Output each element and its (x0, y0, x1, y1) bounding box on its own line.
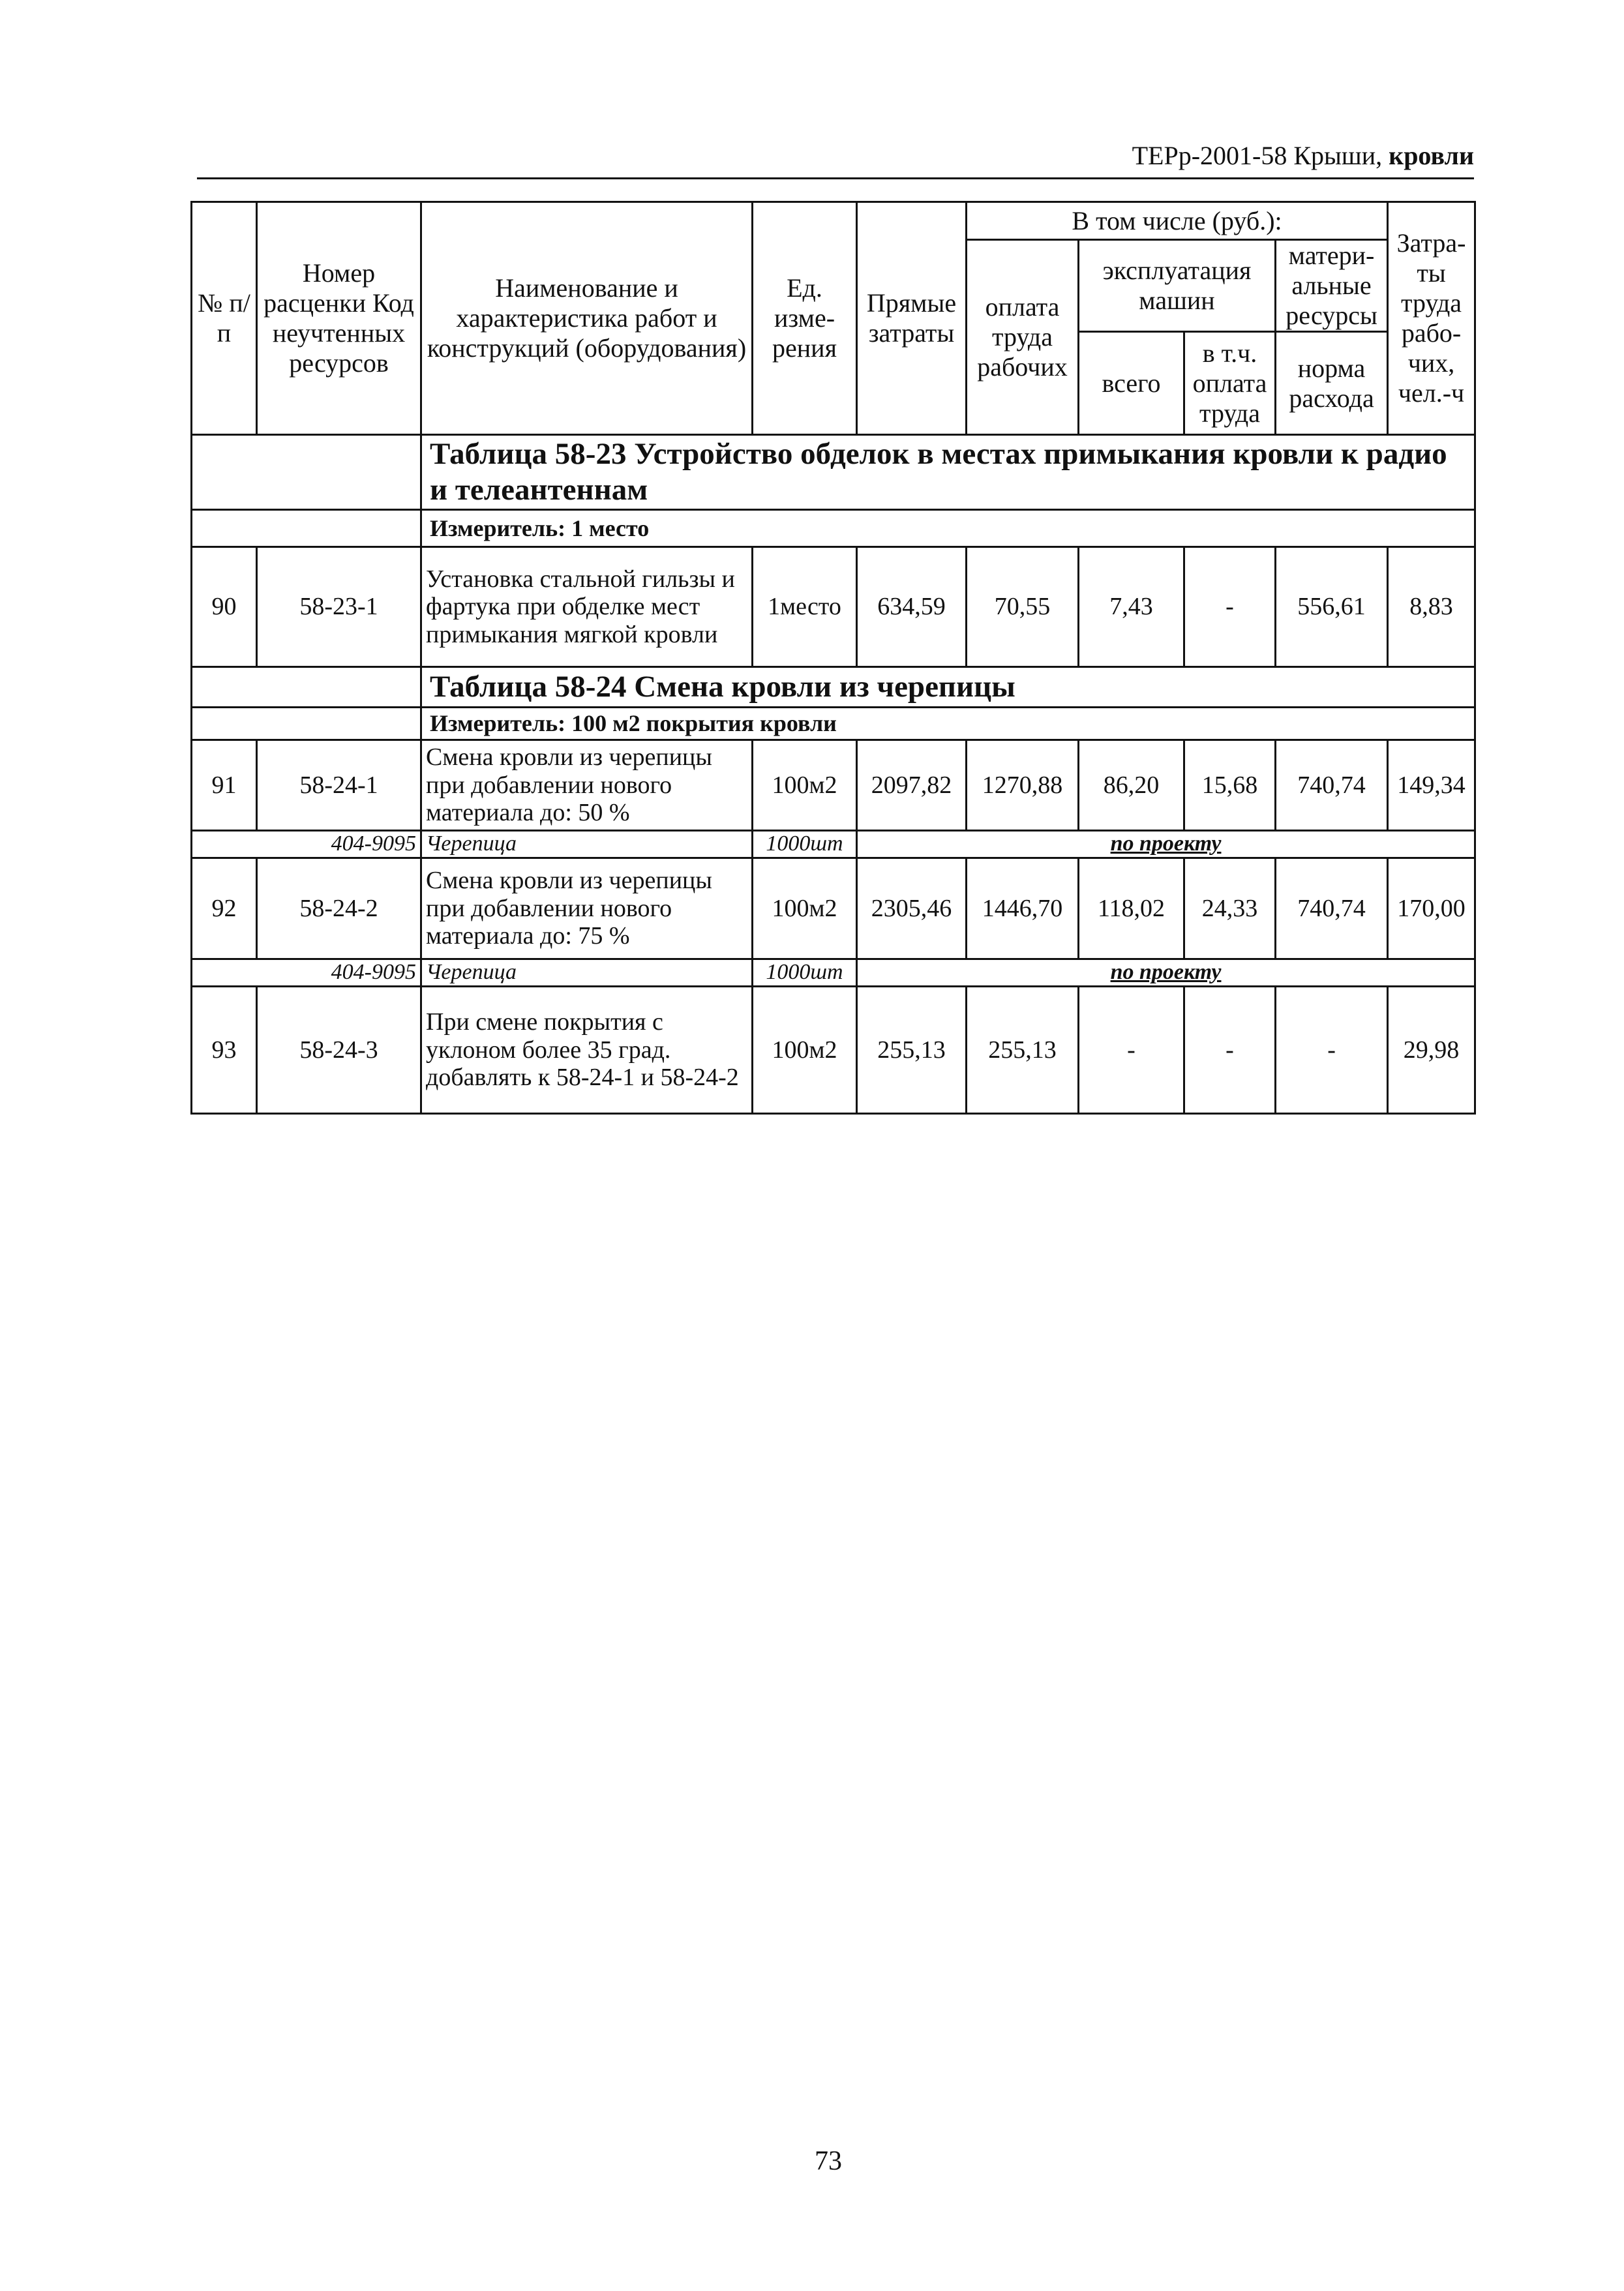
row-mach-total: 118,02 (1079, 858, 1184, 959)
running-header (1044, 140, 1474, 171)
row-wages: 1446,70 (967, 858, 1079, 959)
table-row (192, 740, 1475, 831)
header-title-bold: кровли (1389, 141, 1474, 170)
row-num: 91 (192, 740, 257, 831)
row-materials: - (1276, 987, 1388, 1114)
row-code: 58-24-2 (257, 858, 421, 959)
resource-code: 404-9095 (192, 831, 421, 858)
resource-code: 404-9095 (192, 959, 421, 987)
col-machines-wages-header: в т.ч. оплата труда (1184, 332, 1276, 435)
row-materials: 740,74 (1276, 740, 1388, 831)
col-direct-header: Прямые затраты (857, 202, 967, 435)
row-direct: 634,59 (857, 547, 967, 667)
col-labor-header: Затра-ты труда рабо-чих, чел.-ч (1388, 202, 1475, 435)
col-unit-header: Ед. изме-рения (753, 202, 857, 435)
resource-row (192, 831, 1475, 858)
resource-unit: 1000шт (753, 831, 857, 858)
row-unit: 1место (753, 547, 857, 667)
row-direct: 2305,46 (857, 858, 967, 959)
row-mach-wages: - (1184, 547, 1276, 667)
resource-note: по проекту (857, 959, 1475, 987)
row-num: 93 (192, 987, 257, 1114)
col-machines-total-header: всего (1079, 332, 1184, 435)
col-materials-header: матери-альные ресурсы (1276, 240, 1388, 332)
row-num: 90 (192, 547, 257, 667)
row-code: 58-24-1 (257, 740, 421, 831)
row-code: 58-23-1 (257, 547, 421, 667)
col-code-header: Номер расценки Код неучтенных ресурсов (257, 202, 421, 435)
section-measure: Измеритель: 1 место (421, 510, 1475, 547)
row-materials: 556,61 (1276, 547, 1388, 667)
row-mach-total: - (1079, 987, 1184, 1114)
section-title-row (192, 435, 1475, 510)
table-row (192, 547, 1475, 667)
row-code: 58-24-3 (257, 987, 421, 1114)
header-title: ТЕРр-2001-58 Крыши, (1132, 141, 1389, 170)
row-name: При смене покрытия с уклоном более 35 град. добавлять к 58-24-1 и 58-24-2 (421, 987, 753, 1114)
row-direct: 2097,82 (857, 740, 967, 831)
row-mach-wages: 15,68 (1184, 740, 1276, 831)
col-machines-header: эксплуатация машин (1079, 240, 1276, 332)
section-title: Таблица 58-24 Смена кровли из черепицы (421, 667, 1475, 708)
section-title-row (192, 667, 1475, 708)
row-mach-total: 86,20 (1079, 740, 1184, 831)
resource-row (192, 959, 1475, 987)
table-row (192, 987, 1475, 1114)
row-unit: 100м2 (753, 740, 857, 831)
row-wages: 70,55 (967, 547, 1079, 667)
header-rule (197, 177, 1474, 179)
col-incl-header: В том числе (руб.): (967, 202, 1388, 240)
resource-name: Черепица (421, 831, 753, 858)
table-row (192, 858, 1475, 959)
resource-note: по проекту (857, 831, 1475, 858)
row-labor: 29,98 (1388, 987, 1475, 1114)
row-materials: 740,74 (1276, 858, 1388, 959)
row-name: Установка стальной гильзы и фартука при обделке мест примыкания мягкой кровли (421, 547, 753, 667)
row-wages: 1270,88 (967, 740, 1079, 831)
row-unit: 100м2 (753, 987, 857, 1114)
row-wages: 255,13 (967, 987, 1079, 1114)
page-number: 73 (815, 2146, 842, 2176)
col-name-header: Наименование и характеристика работ и конструкций (оборудования) (421, 202, 753, 435)
resource-name: Черепица (421, 959, 753, 987)
section-measure: Измеритель: 100 м2 покрытия кровли (421, 708, 1475, 740)
section-title: Таблица 58-23 Устройство обделок в местах примыкания кровли к радио и телеантеннам (421, 435, 1475, 510)
col-wages-header: оплата труда рабочих (967, 240, 1079, 435)
measure-row (192, 510, 1475, 547)
col-num-header: № п/п (192, 202, 257, 435)
header-row-1 (192, 202, 1475, 240)
price-table (190, 201, 1476, 1115)
measure-row (192, 708, 1475, 740)
row-labor: 149,34 (1388, 740, 1475, 831)
row-labor: 8,83 (1388, 547, 1475, 667)
resource-unit: 1000шт (753, 959, 857, 987)
row-labor: 170,00 (1388, 858, 1475, 959)
row-mach-wages: - (1184, 987, 1276, 1114)
row-direct: 255,13 (857, 987, 967, 1114)
row-mach-wages: 24,33 (1184, 858, 1276, 959)
row-mach-total: 7,43 (1079, 547, 1184, 667)
row-unit: 100м2 (753, 858, 857, 959)
col-materials-norm-header: норма расхода (1276, 332, 1388, 435)
row-name: Смена кровли из черепицы при добавлении нового материала до: 75 % (421, 858, 753, 959)
row-name: Смена кровли из черепицы при добавлении нового материала до: 50 % (421, 740, 753, 831)
row-num: 92 (192, 858, 257, 959)
